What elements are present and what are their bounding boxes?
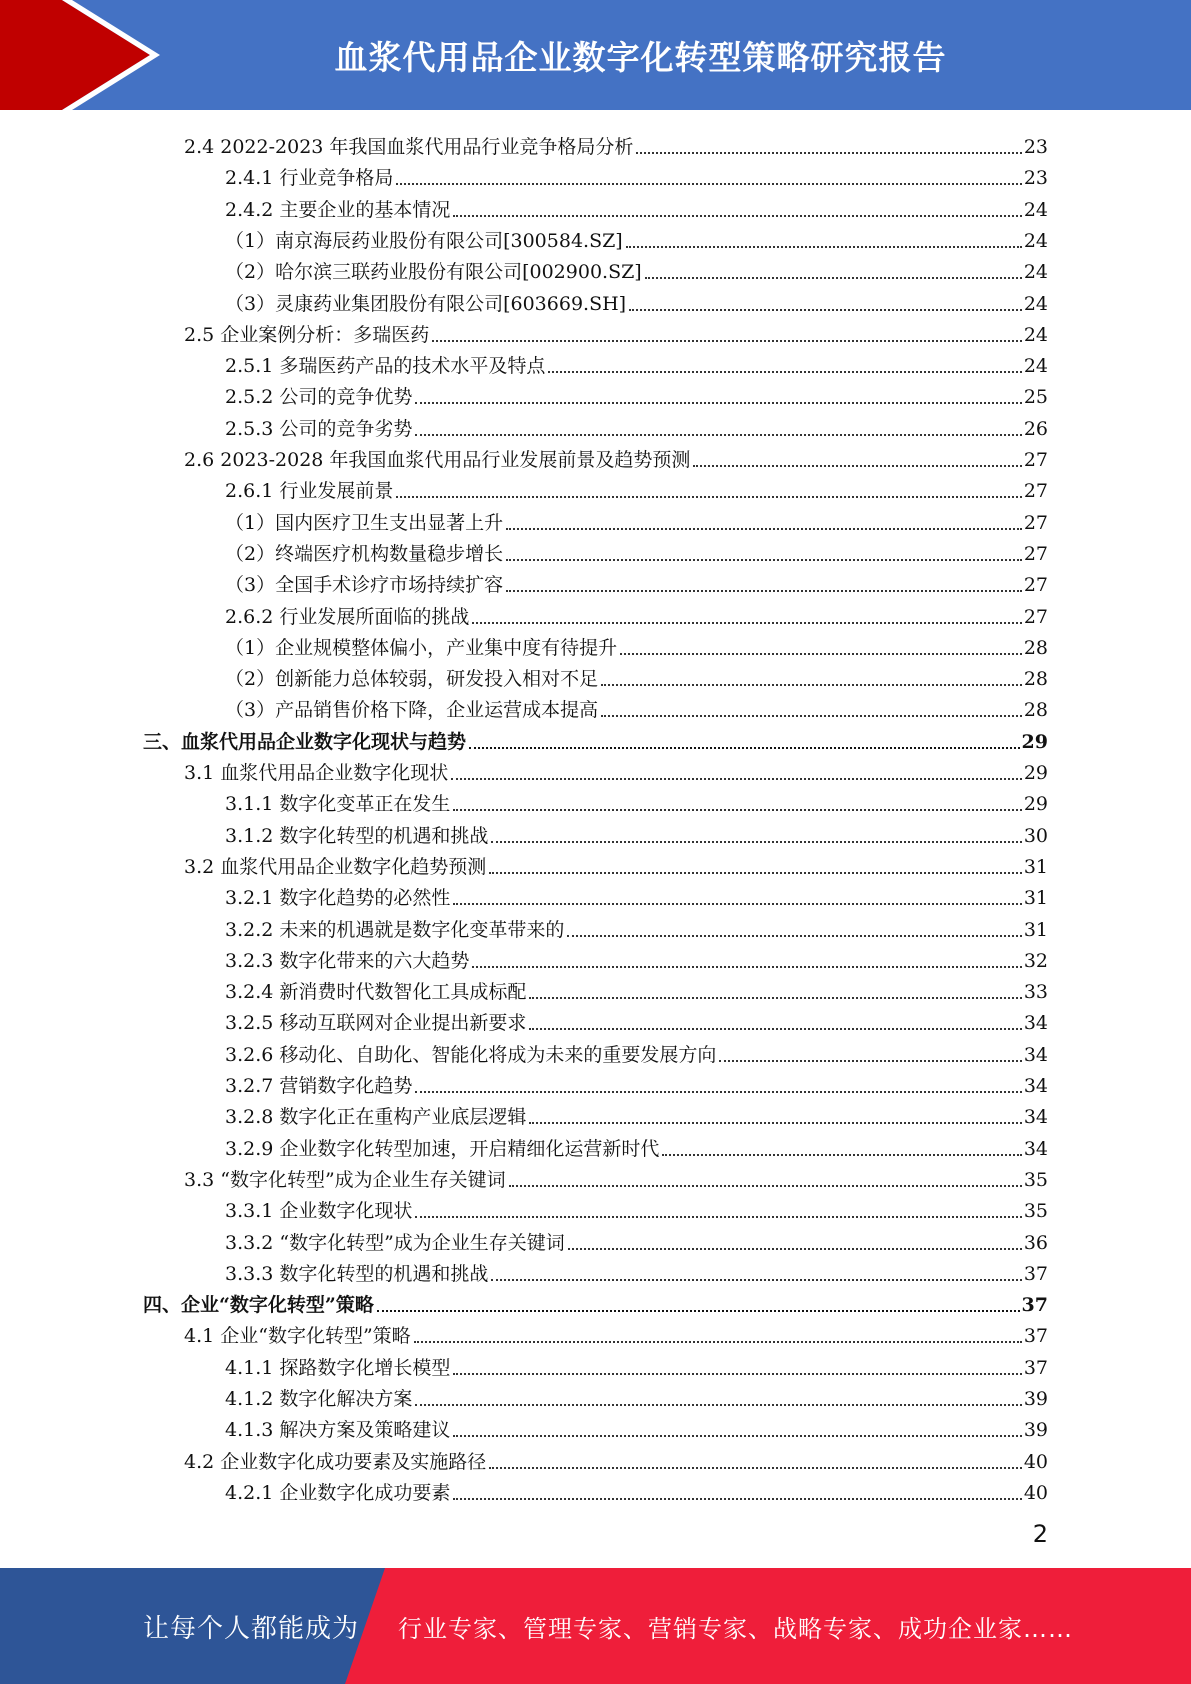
toc-entry[interactable] [184, 127, 1048, 158]
toc-entry-label: 3.2.4 新消费时代数智化工具成标配 [225, 981, 527, 1004]
document-title: 血浆代用品企业数字化转型策略研究报告 [334, 37, 947, 77]
toc-entry[interactable] [225, 910, 1048, 941]
toc-entry-label: 2.4 2022-2023 年我国血浆代用品行业竞争格局分析 [184, 136, 634, 158]
toc-entry[interactable] [184, 315, 1048, 346]
toc-entry-page: 35 [1023, 1168, 1048, 1191]
toc-entry-label: 3.3.1 企业数字化现状 [225, 1200, 413, 1223]
toc-entry-page: 32 [1023, 949, 1048, 972]
toc-entry-page: 28 [1023, 668, 1048, 691]
toc-dot-leader [529, 1122, 1021, 1124]
toc-entry[interactable] [225, 503, 1048, 534]
toc-entry-page: 28 [1023, 699, 1048, 722]
toc-entry[interactable] [143, 722, 1048, 753]
toc-entry-page: 31 [1023, 855, 1048, 878]
toc-entry[interactable] [225, 534, 1048, 565]
toc-dot-leader [693, 465, 1021, 467]
toc-entry-page: 37 [1023, 1325, 1048, 1348]
toc-entry-page: 23 [1023, 136, 1048, 158]
toc-entry[interactable] [225, 659, 1048, 690]
header-arrow-decoration [0, 0, 160, 110]
toc-entry-label: 2.5 企业案例分析：多瑞医药 [184, 323, 430, 346]
toc-entry-page: 29 [1023, 793, 1048, 816]
toc-entry-label: （1）国内医疗卫生支出显著上升 [225, 511, 504, 534]
toc-entry-page: 27 [1023, 511, 1048, 534]
toc-dot-leader [620, 653, 1022, 655]
toc-dot-leader [472, 622, 1021, 624]
toc-dot-leader [567, 935, 1021, 937]
toc-entry-page: 34 [1023, 1106, 1048, 1129]
toc-dot-leader [453, 1498, 1021, 1500]
toc-entry-label: （3）灵康药业集团股份有限公司[603669.SH] [225, 292, 627, 315]
toc-entry-label: 3.2.2 未来的机遇就是数字化变革带来的 [225, 918, 565, 941]
toc-dot-leader [396, 183, 1021, 185]
toc-entry-label: 3.1 血浆代用品企业数字化现状 [184, 762, 449, 784]
toc-entry-page: 39 [1023, 1419, 1048, 1442]
toc-entry-label: （1）企业规模整体偏小，产业集中度有待提升 [225, 636, 618, 659]
toc-entry[interactable] [225, 471, 1048, 502]
toc-entry-label: （2）创新能力总体较弱，研发投入相对不足 [225, 668, 599, 691]
toc-entry[interactable] [225, 409, 1048, 440]
toc-entry-page: 26 [1023, 417, 1048, 440]
toc-entry[interactable] [225, 1066, 1048, 1097]
toc-entry[interactable] [184, 753, 1048, 784]
toc-dot-leader [377, 1310, 1020, 1312]
page-number: 2 [1032, 1520, 1048, 1548]
toc-dot-leader [506, 528, 1022, 530]
toc-entry-page: 34 [1023, 1137, 1048, 1160]
toc-entry[interactable] [225, 784, 1048, 815]
toc-entry[interactable] [225, 1223, 1048, 1254]
toc-dot-leader [451, 778, 1022, 780]
toc-entry[interactable] [225, 284, 1048, 315]
toc-entry-label: （3）产品销售价格下降，企业运营成本提高 [225, 699, 599, 722]
toc-entry-page: 27 [1023, 542, 1048, 565]
toc-dot-leader [509, 1185, 1022, 1187]
toc-entry-label: 3.3 “数字化转型”成为企业生存关键词 [184, 1168, 506, 1191]
toc-entry-label: 3.2.3 数字化带来的六大趋势 [225, 949, 470, 972]
toc-entry-label: 3.2.8 数字化正在重构产业底层逻辑 [225, 1106, 527, 1129]
toc-entry[interactable] [225, 690, 1048, 721]
toc-entry-page: 27 [1023, 449, 1048, 471]
toc-entry-label: （1）南京海辰药业股份有限公司[300584.SZ] [225, 229, 623, 252]
toc-dot-leader [453, 1373, 1021, 1375]
toc-entry-page: 24 [1023, 198, 1048, 221]
toc-entry-page: 31 [1023, 918, 1048, 941]
toc-entry-label: 2.6.2 行业发展所面临的挑战 [225, 605, 470, 628]
toc-entry[interactable] [225, 1097, 1048, 1128]
toc-entry-page: 34 [1023, 1043, 1048, 1066]
toc-entry[interactable] [225, 941, 1048, 972]
toc-dot-leader [529, 997, 1021, 999]
toc-entry-page: 27 [1023, 605, 1048, 628]
toc-entry[interactable] [225, 878, 1048, 909]
toc-entry-page: 31 [1023, 887, 1048, 910]
toc-entry-label: 2.4.1 行业竞争格局 [225, 167, 394, 190]
toc-entry[interactable] [225, 1348, 1048, 1379]
toc-entry-page: 33 [1023, 981, 1048, 1004]
toc-entry-label: （2）哈尔滨三联药业股份有限公司[002900.SZ] [225, 261, 642, 284]
toc-entry-page: 35 [1023, 1200, 1048, 1223]
toc-entry-page: 24 [1023, 229, 1048, 252]
toc-dot-leader [601, 715, 1022, 717]
toc-entry-page: 30 [1023, 824, 1048, 847]
toc-dot-leader [415, 1404, 1021, 1406]
toc-entry-label: 3.1.1 数字化变革正在发生 [225, 793, 451, 816]
footer-slogan-left: 让每个人都能成为 [143, 1613, 360, 1644]
toc-entry[interactable] [184, 1316, 1048, 1347]
toc-entry-label: 4.1.2 数字化解决方案 [225, 1388, 413, 1410]
toc-entry-label: 2.6.1 行业发展前景 [225, 480, 394, 503]
toc-entry[interactable] [225, 972, 1048, 1003]
toc-entry-page: 34 [1023, 1012, 1048, 1035]
toc-entry-label: 三、血浆代用品企业数字化现状与趋势 [143, 730, 467, 753]
toc-dot-leader [506, 559, 1022, 561]
footer-slogan-right: 行业专家、管理专家、营销专家、战略专家、成功企业家…… [398, 1614, 1073, 1643]
toc-dot-leader [645, 277, 1022, 279]
toc-dot-leader [453, 903, 1021, 905]
toc-entry-page: 27 [1023, 574, 1048, 597]
toc-entry-label: 3.2.7 营销数字化趋势 [225, 1075, 413, 1097]
toc-dot-leader [491, 1279, 1021, 1281]
toc-dot-leader [719, 1060, 1021, 1062]
toc-entry-label: 2.5.1 多瑞医药产品的技术水平及特点 [225, 355, 546, 378]
footer-banner [0, 1568, 1191, 1684]
toc-entry[interactable] [225, 597, 1048, 628]
toc-entry-label: 3.1.2 数字化转型的机遇和挑战 [225, 824, 489, 847]
toc-entry-label: 2.6 2023-2028 年我国血浆代用品行业发展前景及趋势预测 [184, 449, 691, 471]
toc-entry[interactable] [225, 1129, 1048, 1160]
toc-dot-leader [629, 309, 1022, 311]
toc-entry-page: 24 [1023, 355, 1048, 378]
toc-entry-page: 40 [1023, 1481, 1048, 1504]
toc-entry-label: 4.1.1 探路数字化增长模型 [225, 1356, 451, 1379]
toc-dot-leader [453, 809, 1021, 811]
toc-dot-leader [415, 402, 1021, 404]
toc-entry-page: 23 [1023, 167, 1048, 190]
toc-entry[interactable] [225, 628, 1048, 659]
toc-entry[interactable] [184, 440, 1048, 471]
toc-dot-leader [472, 966, 1021, 968]
toc-entry-label: （3）全国手术诊疗市场持续扩容 [225, 574, 504, 597]
toc-entry-page: 24 [1023, 323, 1048, 346]
toc-entry-page: 28 [1023, 636, 1048, 659]
toc-dot-leader [489, 872, 1022, 874]
toc-entry-label: 3.2.5 移动互联网对企业提出新要求 [225, 1012, 527, 1035]
toc-entry[interactable] [184, 1160, 1048, 1191]
toc-dot-leader [453, 215, 1021, 217]
toc-dot-leader [396, 496, 1021, 498]
toc-entry-page: 29 [1021, 730, 1048, 753]
toc-dot-leader [415, 434, 1021, 436]
toc-entry[interactable] [184, 1442, 1048, 1473]
toc-entry-page: 34 [1023, 1075, 1048, 1097]
toc-entry-page: 27 [1023, 480, 1048, 503]
toc-entry-label: 2.5.3 公司的竞争劣势 [225, 417, 413, 440]
toc-entry[interactable] [225, 1003, 1048, 1034]
toc-entry[interactable] [225, 252, 1048, 283]
toc-entry-page: 36 [1023, 1231, 1048, 1254]
toc-entry[interactable] [225, 1473, 1048, 1504]
toc-dot-leader [568, 1248, 1022, 1250]
toc-entry-page: 24 [1023, 292, 1048, 315]
toc-entry-label: 4.1.3 解决方案及策略建议 [225, 1419, 451, 1442]
toc-dot-leader [636, 152, 1021, 154]
toc-entry[interactable] [225, 1035, 1048, 1066]
toc-dot-leader [432, 340, 1022, 342]
header-bar [0, 0, 1191, 110]
toc-dot-leader [626, 246, 1022, 248]
toc-entry[interactable] [225, 565, 1048, 596]
toc-dot-leader [415, 1091, 1021, 1093]
toc-entry-label: 3.3.2 “数字化转型”成为企业生存关键词 [225, 1231, 565, 1254]
toc-dot-leader [506, 590, 1022, 592]
toc-entry[interactable] [225, 1410, 1048, 1441]
toc-entry[interactable] [225, 221, 1048, 252]
toc-entry-label: 3.2.1 数字化趋势的必然性 [225, 887, 451, 910]
toc-entry-label: 3.2.9 企业数字化转型加速，开启精细化运营新时代 [225, 1137, 660, 1160]
toc-entry[interactable] [225, 1254, 1048, 1285]
toc-dot-leader [453, 1435, 1021, 1437]
toc-entry-label: （2）终端医疗机构数量稳步增长 [225, 542, 504, 565]
toc-entry[interactable] [225, 158, 1048, 189]
toc-entry-page: 37 [1023, 1262, 1048, 1285]
toc-dot-leader [548, 371, 1021, 373]
toc-dot-leader [489, 1467, 1022, 1469]
toc-entry-label: 4.2 企业数字化成功要素及实施路径 [184, 1450, 487, 1473]
toc-dot-leader [662, 1154, 1021, 1156]
toc-entry-page: 24 [1023, 261, 1048, 284]
toc-entry-label: 3.2 血浆代用品企业数字化趋势预测 [184, 855, 487, 878]
toc-entry-label: 3.3.3 数字化转型的机遇和挑战 [225, 1262, 489, 1285]
toc-entry-page: 29 [1023, 762, 1048, 784]
toc-dot-leader [415, 1216, 1021, 1218]
toc-entry-label: 四、企业“数字化转型”策略 [143, 1294, 374, 1317]
toc-entry-label: 4.1 企业“数字化转型”策略 [184, 1325, 411, 1348]
toc-entry-label: 3.2.6 移动化、自助化、智能化将成为未来的重要发展方向 [225, 1043, 717, 1066]
toc-entry[interactable] [225, 816, 1048, 847]
toc-entry-page: 39 [1023, 1388, 1048, 1410]
toc-entry-label: 2.5.2 公司的竞争优势 [225, 386, 413, 409]
toc-entry-label: 2.4.2 主要企业的基本情况 [225, 198, 451, 221]
toc-entry-label: 4.2.1 企业数字化成功要素 [225, 1481, 451, 1504]
toc-dot-leader [529, 1028, 1021, 1030]
toc-dot-leader [491, 841, 1021, 843]
toc-entry-page: 40 [1023, 1450, 1048, 1473]
toc-entry[interactable] [225, 1379, 1048, 1410]
toc-dot-leader [414, 1341, 1022, 1343]
toc-entry[interactable] [225, 377, 1048, 408]
toc-entry[interactable] [225, 346, 1048, 377]
toc-entry-page: 37 [1021, 1294, 1048, 1317]
toc-entry[interactable] [143, 1285, 1048, 1316]
toc-entry-page: 25 [1023, 386, 1048, 409]
toc-dot-leader [469, 747, 1020, 749]
toc-entry[interactable] [225, 190, 1048, 221]
toc-entry[interactable] [184, 847, 1048, 878]
toc-dot-leader [601, 684, 1022, 686]
toc-entry[interactable] [225, 1191, 1048, 1222]
toc-entry-page: 37 [1023, 1356, 1048, 1379]
